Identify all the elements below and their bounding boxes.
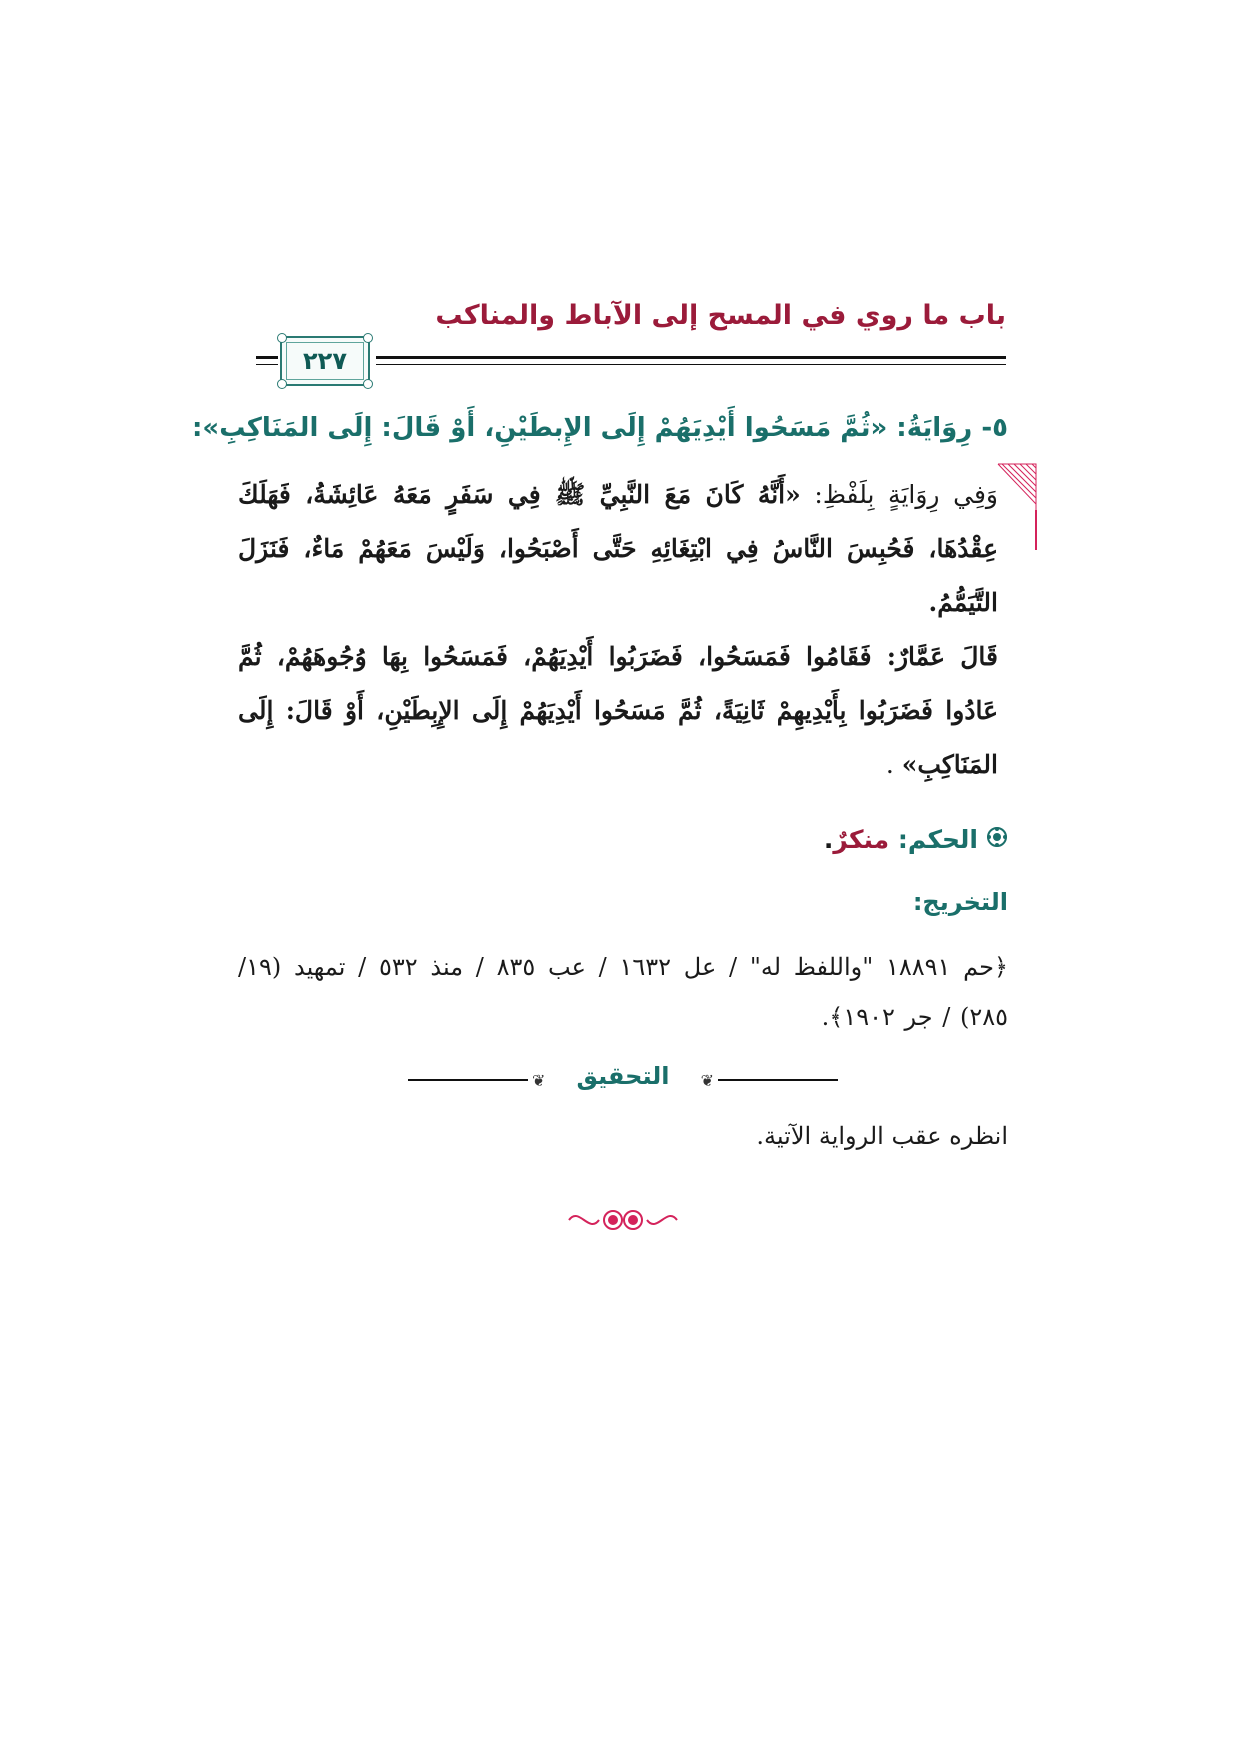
judgement-label: الحكم:	[889, 825, 978, 854]
section-heading: ٥- رِوَايَةُ: «ثُمَّ مَسَحُوا أَيْدِيَهُمْ إِلَى الإِبطَيْنِ، أَوْ قَالَ: إِلَى المَنَاكِبِ»:	[192, 413, 1008, 443]
header-rule-thin	[376, 364, 1006, 365]
narration-text: «أَنَّهُ كَانَ مَعَ النَّبِيِّ ﷺ فِي سَفَرٍ مَعَهُ عَائِشَةُ، فَهَلَكَ عِقْدُهَا، فَحُبِسَ النَّاسُ فِي ابْتِغَائِهِ حَتَّى أَصْبَحُوا، وَلَيْسَ مَعَهُمْ مَاءٌ، فَنَزَلَ التَّيَمُّمُ.	[238, 480, 998, 617]
takhrij-text: ﴿حم ١٨٨٩١ "واللفظ له" / عل ١٦٣٢ / عب ٨٣٥ / منذ ٥٣٢ / تمهيد (١٩/ ٢٨٥) / جر ١٩٠٢﴾.	[238, 953, 1009, 1031]
corner-ornament-icon	[996, 462, 1038, 552]
page-header	[268, 300, 1006, 400]
divider-line	[718, 1079, 838, 1081]
narration-block	[238, 468, 1008, 792]
running-title: باب ما روي في المسح إلى الآباط والمناكب	[435, 300, 1006, 331]
header-rule-left	[256, 356, 278, 359]
narration-end-mark: .	[885, 750, 902, 779]
takhrij-label: التخريج:	[912, 888, 1008, 916]
end-ornament-icon	[563, 1200, 683, 1240]
header-rule	[376, 356, 1006, 359]
judgement-suffix: .	[823, 825, 834, 854]
page-number: ٢٢٧	[303, 347, 347, 375]
flower-bullet-icon	[986, 818, 1008, 862]
research-label: التحقيق	[576, 1062, 670, 1090]
hadith-judgement	[238, 818, 1008, 862]
page-number-frame	[280, 336, 370, 386]
page-content	[192, 400, 1009, 1240]
header-rule-left-thin	[256, 364, 278, 365]
divider-line	[408, 1079, 528, 1081]
narration-paragraph	[238, 468, 998, 630]
narration-continuation-paragraph	[238, 630, 998, 792]
research-divider	[408, 1062, 838, 1096]
judgement-value: منكرٌ	[833, 825, 890, 854]
narration-continuation: قَالَ عَمَّارٌ: فَقَامُوا فَمَسَحُوا، فَضَرَبُوا أَيْدِيَهُمْ، فَمَسَحُوا بِهَا وُجُوهَهُمْ، ثُمَّ عَادُوا فَضَرَبُوا بِأَيْدِيهِمْ ثَانِيَةً، ثُمَّ مَسَحُوا أَيْدِيَهُمْ إِلَى الإِبِطَيْنِ، أَوْ قَالَ: إِلَى المَنَاكِبِ»	[238, 642, 998, 779]
flourish-icon: ❦	[700, 1071, 714, 1090]
flourish-icon: ❦	[532, 1071, 546, 1090]
narration-intro: وَفِي رِوَايَةٍ بِلَفْظِ:	[800, 480, 998, 509]
research-text: انظره عقب الرواية الآتية.	[756, 1122, 1008, 1150]
